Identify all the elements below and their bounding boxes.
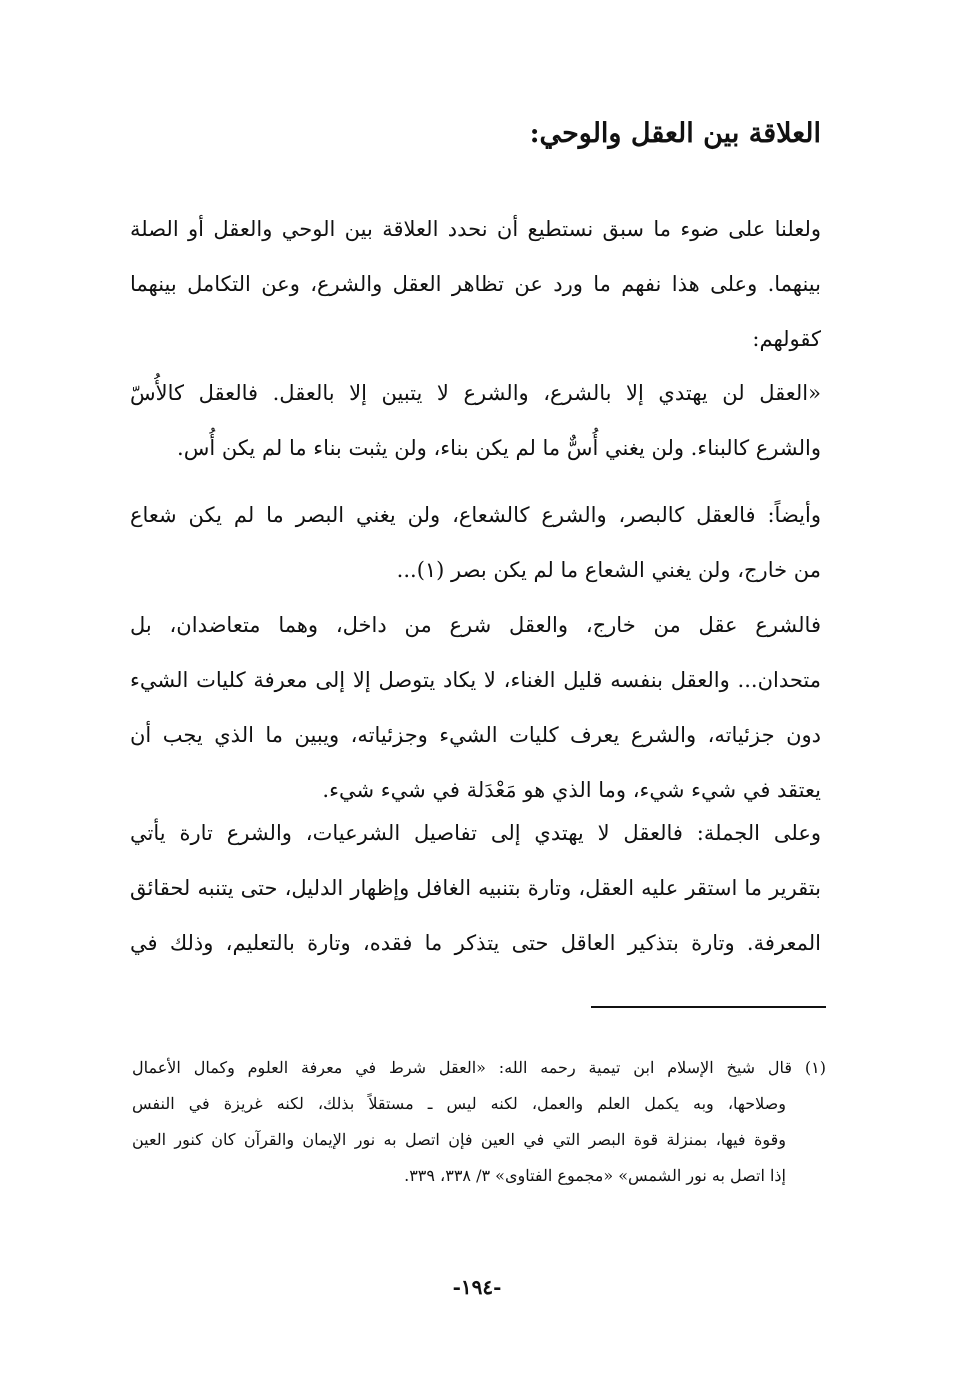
footnote-line: (١) قال شيخ الإسلام ابن تيمية رحمه الله: «العقل شرط في معرفة العلوم وكمال الأعمال bbox=[132, 1058, 826, 1077]
paragraph-4 bbox=[130, 598, 821, 818]
footnote-line: إذا اتصل به نور الشمس» «مجموع الفتاوى» ٣/ ٣٣٨، ٣٣٩. bbox=[404, 1166, 786, 1185]
paragraph-line: وأيضاً: فالعقل كالبصر، والشرع كالشعاع، ولن يغني البصر ما لم يكن شعاع bbox=[130, 503, 821, 527]
paragraph-line: ولعلنا على ضوء ما سبق نستطيع أن نحدد العلاقة بين الوحي والعقل أو الصلة bbox=[130, 217, 821, 241]
paragraph-line: متحدان... والعقل بنفسه قليل الغناء، لا يكاد يتوصل إلا إلى معرفة كليات الشيء bbox=[130, 668, 821, 692]
footnote-line: وقوة فيها، بمنزلة قوة البصر التي في العين فإن اتصل به نور الإيمان والقرآن كان كنور العين bbox=[132, 1130, 786, 1149]
paragraph-3 bbox=[130, 488, 821, 598]
paragraph-2-quote bbox=[130, 366, 821, 476]
paragraph-line: كقولهم: bbox=[752, 327, 821, 351]
paragraph-line: «العقل لن يهتدي إلا بالشرع، والشرع لا يتبين إلا بالعقل. فالعقل كالأُسّ bbox=[130, 381, 821, 405]
paragraph-5 bbox=[130, 806, 821, 971]
paragraph-line: والشرع كالبناء. ولن يغني أُسٌّ ما لم يكن بناء، ولن يثبت بناء ما لم يكن أُس. bbox=[177, 436, 821, 460]
paragraph-line: من خارج، ولن يغني الشعاع ما لم يكن بصر (١)... bbox=[396, 558, 821, 582]
paragraph-line: بينهما. وعلى هذا نفهم ما ورد عن تظاهر العقل والشرع، وعن التكامل بينهما bbox=[130, 272, 821, 296]
paragraph-line: وعلى الجملة: فالعقل لا يهتدي إلى تفاصيل الشرعيات، والشرع تارة يأتي bbox=[130, 821, 821, 845]
paragraph-line: يعتقد في شيء شيء، وما الذي هو مَعْدَلة في شيء شيء. bbox=[322, 778, 821, 802]
paragraph-line: فالشرع عقل من خارج، والعقل شرع من داخل، وهما متعاضدان، بل bbox=[130, 613, 821, 637]
paragraph-line: المعرفة. وتارة بتذكير العاقل حتى يتذكر ما فقده، وتارة بالتعليم، وذلك في bbox=[130, 931, 821, 955]
paragraph-line: دون جزئياته، والشرع يعرف كليات الشيء وجزئياته، ويبين ما الذي يجب أن bbox=[130, 723, 821, 747]
section-heading: العلاقة بين العقل والوحي: bbox=[529, 118, 821, 149]
paragraph-line: بتقرير ما استقر عليه العقل، وتارة بتنبيه الغافل وإظهار الدليل، حتى يتنبه لحقائق bbox=[130, 876, 821, 900]
page-number: -١٩٤- bbox=[452, 1275, 502, 1299]
footnote bbox=[132, 1050, 826, 1194]
paragraph-1 bbox=[130, 202, 821, 367]
footnote-separator bbox=[591, 1006, 826, 1008]
footnote-line: وصلاحها، وبه يكمل العلم والعمل، لكنه ليس ـ مستقلاً بذلك، لكنه غريزة في النفس bbox=[132, 1094, 786, 1113]
